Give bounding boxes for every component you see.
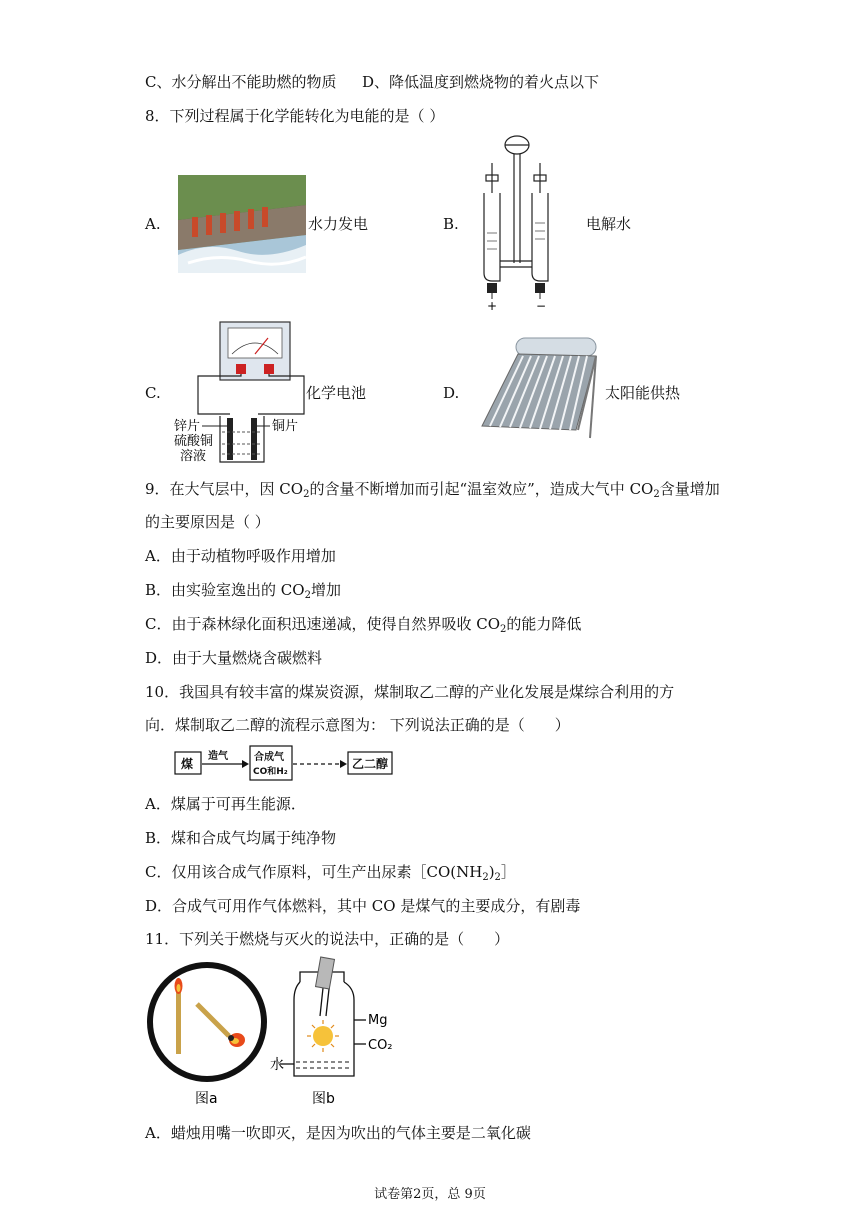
co2-label: CO₂ [368, 1038, 393, 1053]
q8-b-label: 电解水 [586, 215, 632, 233]
solution-label-2: 溶液 [180, 449, 207, 464]
q8-c-label: 化学电池 [306, 384, 367, 402]
q8-b-letter: B. [443, 215, 459, 233]
water-label: 水 [270, 1057, 284, 1073]
q9-line1: 9．在大气层中，因 $CO_2$的含量不断增加而引起“温室效应”，造成大气中 $CO_2$含量增加 [145, 480, 720, 500]
solar-heater-image [478, 330, 603, 442]
figure-b [270, 958, 393, 1110]
coal-flow-diagram [172, 744, 394, 782]
chemical-battery-diagram [172, 318, 310, 466]
q9-option-a: A．由于动植物呼吸作用增加 [145, 547, 336, 565]
mg-label: Mg [368, 1013, 388, 1028]
positive-sign: + [487, 299, 498, 313]
q10-option-c: C．仅用该合成气作原料，可生产出尿素$[CO(NH_2)_2]$ [145, 863, 516, 883]
figure-b-caption: 图b [312, 1091, 335, 1107]
q9-option-d: D．由于大量燃烧含碳燃料 [145, 649, 323, 667]
q9-option-b: B．由实验室逸出的 $CO_2$增加 [145, 581, 341, 601]
q8-d-letter: D. [443, 384, 460, 402]
q10-line2: 向．煤制取乙二醇的流程示意图为： 下列说法正确的是（ ） [145, 716, 570, 734]
q8-stem: 8．下列过程属于化学能转化为电能的是（ ） [145, 107, 445, 125]
flow-product: 乙二醇 [352, 757, 389, 771]
q8-a-letter: A. [145, 215, 161, 233]
q8-a-label: 水力发电 [308, 215, 369, 233]
electrolysis-apparatus [470, 133, 560, 313]
solution-label-1: 硫酸铜 [174, 434, 214, 449]
flow-coal: 煤 [181, 757, 194, 771]
q7-option-c: C、水分解出不能助燃的物质 [145, 73, 337, 91]
q11-option-a: A．蜡烛用嘴一吹即灭，是因为吹出的气体主要是二氧化碳 [145, 1124, 531, 1142]
copper-label: 铜片 [272, 419, 299, 434]
figure-a [145, 958, 275, 1110]
q10-option-b: B．煤和合成气均属于纯净物 [145, 829, 337, 847]
q9-line2: 的主要原因是（ ） [145, 513, 270, 531]
figure-a-caption: 图a [195, 1091, 218, 1107]
flow-arrow-label: 造气 [208, 751, 228, 762]
q8-c-letter: C. [145, 384, 161, 402]
q9-option-c: C．由于森林绿化面积迅速递减，使得自然界吸收 $CO_2$的能力降低 [145, 615, 582, 635]
q8-d-label: 太阳能供热 [605, 384, 681, 402]
q10-option-d: D．合成气可用作气体燃料，其中 CO 是煤气的主要成分，有剧毒 [145, 897, 581, 915]
zinc-label: 锌片 [174, 419, 201, 434]
q10-line1: 10．我国具有较丰富的煤炭资源，煤制取乙二醇的产业化发展是煤综合利用的方 [145, 683, 675, 701]
negative-sign: − [536, 299, 547, 313]
flow-syngas-2: CO和H₂ [253, 767, 288, 777]
q7-option-d: D、降低温度到燃烧物的着火点以下 [362, 73, 600, 91]
q10-option-a: A．煤属于可再生能源． [145, 795, 306, 813]
hydropower-image [178, 175, 306, 273]
flow-syngas-1: 合成气 [254, 752, 284, 763]
page-footer: 试卷第2页，总 9页 [374, 1187, 486, 1202]
q11-stem: 11．下列关于燃烧与灭火的说法中，正确的是（ ） [145, 930, 510, 948]
